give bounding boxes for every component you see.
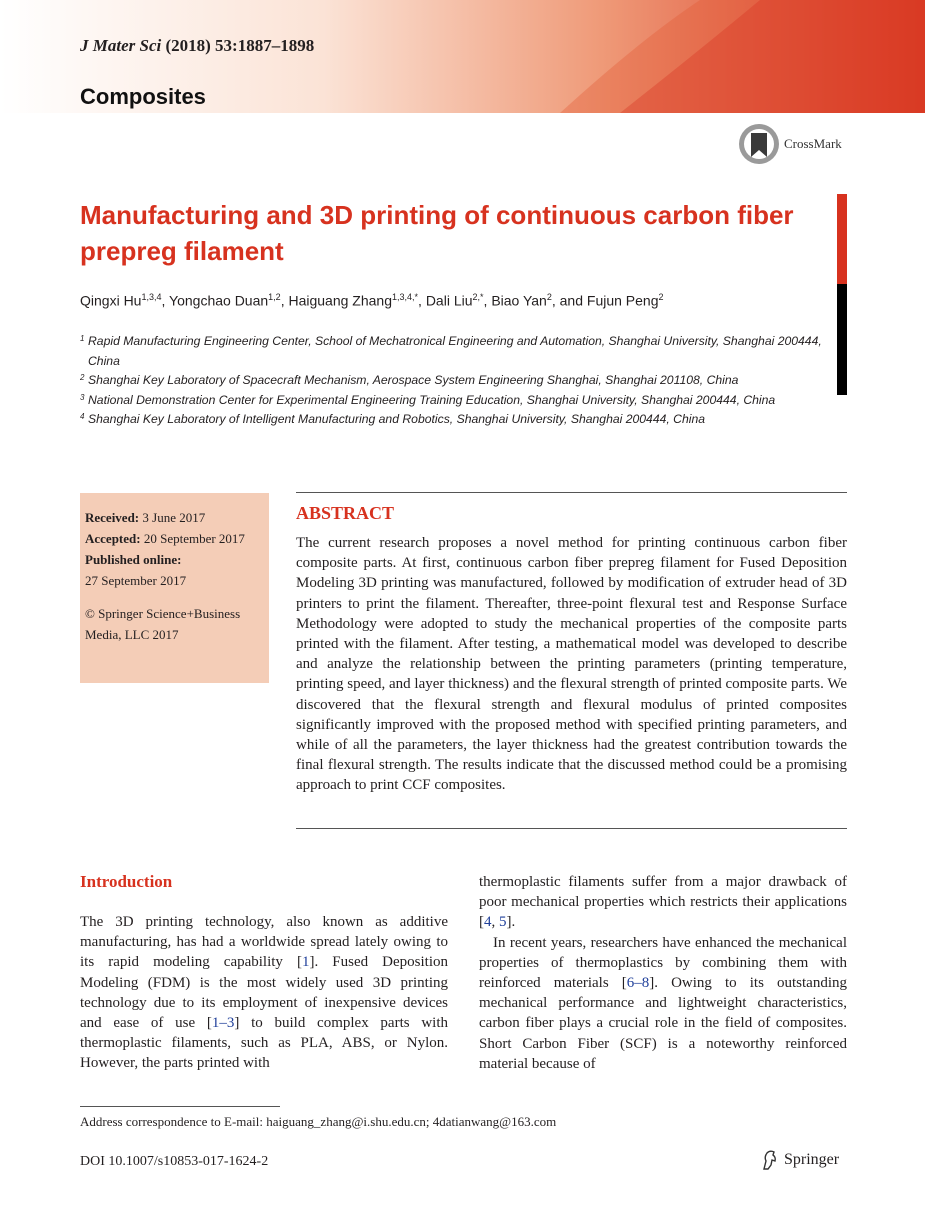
author-name: Fujun Peng — [586, 292, 659, 309]
affiliation-number: 3 — [80, 392, 85, 402]
correspondence-footnote: Address correspondence to E-mail: haiguang_zhang@i.shu.edu.cn; 4datianwang@163.com — [80, 1114, 557, 1129]
body-column-right — [479, 872, 847, 1074]
citation-link[interactable]: 1 — [301, 954, 310, 971]
paragraph-text: thermoplastic filaments suffer from a major drawback of poor mechanical properties which restricts their applications [ — [479, 874, 847, 931]
accepted-date — [85, 528, 269, 549]
author-affiliation-marker: 1,3,4 — [141, 292, 162, 302]
affiliation-number: 1 — [80, 334, 85, 343]
springer-horse-icon — [760, 1149, 780, 1171]
author-separator: , — [161, 292, 170, 309]
springer-logo — [760, 1149, 839, 1171]
footnote-rule — [80, 1106, 280, 1107]
author-separator: , — [418, 292, 426, 309]
author-affiliation-marker: 2 — [546, 292, 552, 302]
affiliation-number: 4 — [80, 412, 85, 421]
author-name: Yongchao Duan — [169, 292, 269, 309]
author-affiliation-marker: 2,* — [472, 292, 484, 302]
article-title: Manufacturing and 3D printing of continuous carbon fiber prepreg filament — [80, 200, 794, 266]
crossmark-label: CrossMark — [784, 136, 842, 151]
accepted-value: 20 September 2017 — [140, 531, 245, 546]
author-separator: , and — [551, 292, 587, 309]
accepted-label: Accepted: — [85, 531, 141, 546]
author-affiliation-marker: 1,2 — [268, 292, 281, 302]
affiliation-item — [80, 391, 840, 411]
journal-abbrev: J Mater Sci — [80, 36, 162, 55]
paragraph-text: ] to build complex parts with thermoplastic filaments, such as PLA, ABS, or Nylon. However, the parts printed with — [80, 1015, 448, 1072]
published-value: 27 September 2017 — [85, 573, 187, 588]
received-value: 3 June 2017 — [139, 510, 206, 525]
journal-volume: (2018) 53:1887–1898 — [161, 36, 315, 55]
affiliation-text: National Demonstration Center for Experimental Engineering Training Education, Shanghai University, Shanghai 200444, China — [88, 392, 776, 407]
section-label: Composites — [80, 84, 206, 109]
citation-link[interactable]: 5 — [499, 914, 507, 931]
affiliation-item — [80, 371, 840, 391]
abstract-bottom-rule — [296, 828, 847, 829]
affiliation-text: Shanghai Key Laboratory of Intelligent Manufacturing and Robotics, Shanghai University, Shanghai 200444, China — [88, 412, 705, 426]
body-column-left — [80, 912, 448, 1074]
paragraph-text: The 3D printing technology, also known as additive manufacturing, has had a worldwide spread lately owing to its rapid modeling capability [ — [80, 914, 448, 971]
paragraph-text: ]. — [506, 914, 516, 931]
abstract-heading: ABSTRACT — [296, 503, 395, 523]
springer-wordmark: Springer — [784, 1151, 840, 1168]
author-name: Qingxi Hu — [80, 292, 142, 309]
citation-link[interactable]: 1–3 — [211, 1015, 235, 1032]
published-label: Published online: — [85, 552, 182, 567]
paragraph-text: , — [491, 914, 499, 931]
article-history-box — [80, 493, 269, 683]
journal-citation — [80, 36, 314, 56]
author-name: Biao Yan — [491, 292, 547, 309]
paragraph-text: In recent years, researchers have enhanced the mechanical properties of thermoplastics by combining them with reinforced materials [ — [479, 934, 847, 992]
author-affiliation-marker: 1,3,4,* — [392, 292, 419, 302]
doi-label: DOI 10.1007/s10853-017-1624-2 — [80, 1154, 269, 1169]
author-name: Haiguang Zhang — [288, 292, 392, 309]
author-affiliation-marker: 2 — [658, 292, 664, 302]
affiliation-text: Rapid Manufacturing Engineering Center, School of Mechatronical Engineering and Automation, Shanghai University, Shanghai 200444, China — [88, 334, 822, 368]
paragraph — [479, 872, 847, 933]
abstract-top-rule — [296, 492, 847, 493]
received-label: Received: — [85, 510, 140, 525]
paragraph-text: ]. Fused Deposition Modeling (FDM) is the most widely used 3D printing technology due to its employment of inexpensive devices and ease of use [ — [80, 954, 448, 1032]
crossmark-badge[interactable] — [738, 123, 842, 165]
citation-link[interactable]: 4 — [484, 914, 492, 931]
introduction-heading: Introduction — [80, 872, 173, 891]
author-list — [80, 292, 664, 309]
affiliation-list — [80, 332, 840, 430]
affiliation-item — [80, 410, 840, 430]
crossmark-icon — [738, 123, 780, 165]
author-separator: , — [483, 292, 492, 309]
citation-link[interactable]: 6–8 — [626, 975, 650, 992]
abstract-body: The current research proposes a novel method for printing continuous carbon fiber composite parts. At first, continuous carbon fiber prepreg filament for Fused Deposition Modeling 3D printing was manufactured, followed by modification of extruder head of 3D printers to print the filament. Thereafter, three-point flexural test and Response Surface Methodology were adopted to study the mechanical properties of the composite parts printed with the filament. After testing, a mathematical model was developed to describe and analyze the relationship between the printing parameters (printing temperature, printing speed, and layer thickness) and the flexural strength of printed composite parts. We discovered that the flexural strength and flexural modulus of printed composites significantly improved with the proposed method with specified printing parameters, and while of all the parameters, the layer thickness had the greatest contribution towards the final flexural strength. The results indicate that the discussed method could be a promising approach to print CCF composites. — [296, 535, 847, 794]
affiliation-number: 2 — [80, 373, 85, 382]
author-name: Dali Liu — [425, 292, 473, 309]
published-label-row — [85, 549, 269, 570]
received-date — [85, 507, 269, 528]
paragraph — [479, 933, 847, 1074]
affiliation-text: Shanghai Key Laboratory of Spacecraft Mechanism, Aerospace System Engineering Shanghai, Shanghai 201108, China — [88, 373, 739, 387]
paragraph-text: ]. Owing to its outstanding mechanical performance and lightweight characteristics, carbon fiber plays a crucial role in the field of composites. Short Carbon Fiber (SCF) is a noteworthy reinforced material because of — [479, 975, 847, 1072]
copyright-notice: © Springer Science+Business Media, LLC 2017 — [85, 606, 241, 642]
side-bar-red — [837, 194, 847, 284]
author-separator: , — [280, 292, 289, 309]
affiliation-item — [80, 332, 840, 371]
